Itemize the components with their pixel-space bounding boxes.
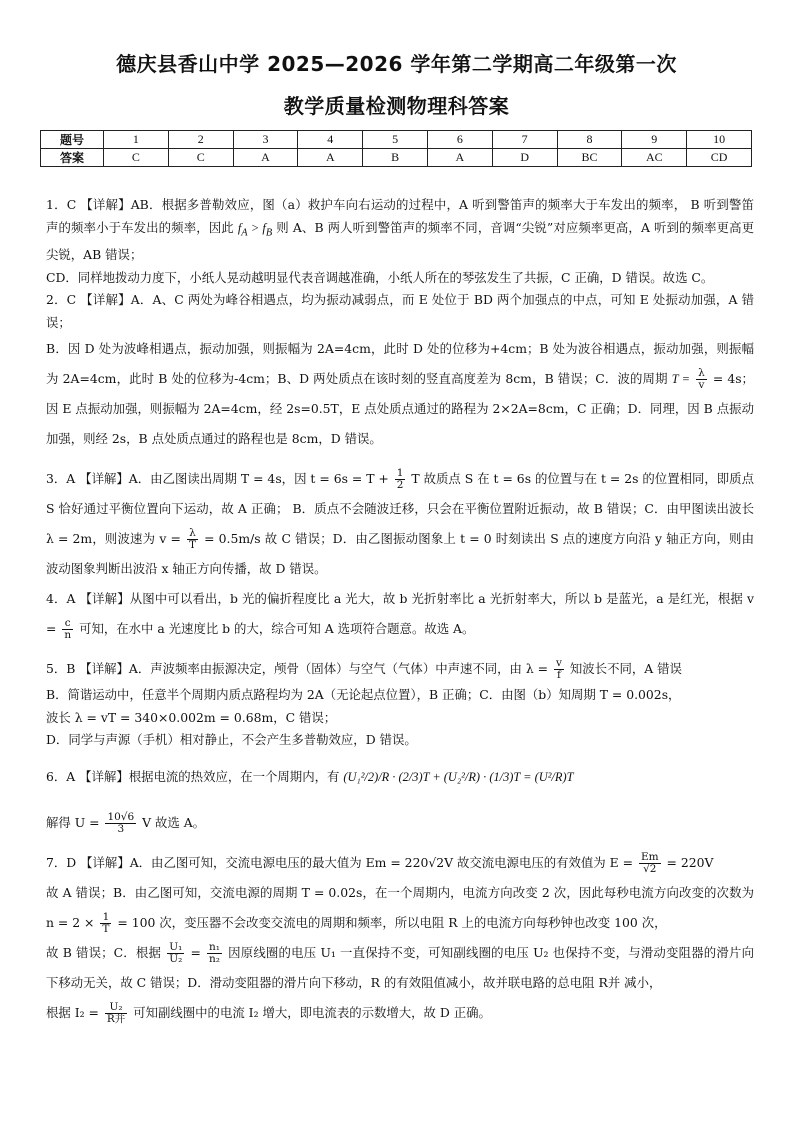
q6-equation: (U₁²/2)/R · (2/3)T + (U₂²/R) · (1/3)T = (U²/R)T	[343, 769, 574, 784]
q5-paragraph-4	[46, 729, 754, 752]
q7-text-8: 可知副线圈中的电流 I₂ 增大，即电流表的示数增大，故 D 正确。	[133, 1004, 491, 1020]
question-number: 3	[233, 131, 298, 149]
q5-frac-num: v	[556, 657, 562, 670]
q2-paragraph-2	[46, 334, 754, 454]
q1-text-3: 则 A、B 两人听到警笛声的频率不同，音调“尖锐”对应频率更高，A 听到的频率更高更尖锐，AB 错误；	[46, 219, 754, 263]
q5-text-1: 5．B 【详解】A．声波频率由振源决定，颅骨（固体）与空气（气体）中声速不同，由 λ =	[46, 661, 549, 677]
q7-u-den: U₂	[169, 952, 183, 965]
q7-paragraph-2	[46, 878, 754, 938]
q7-text-4: = 100 次，变压器不会改变交流电的周期和频率，所以电阻 R 上的电流方向每秒钟也改变 100 次，	[117, 914, 667, 930]
q6-frac-den: 3	[117, 822, 125, 835]
q7-paragraph	[46, 848, 754, 878]
explanations	[46, 194, 754, 1028]
q1-paragraph-2	[46, 267, 754, 290]
q7-text-7: 根据 I₂ =	[46, 1004, 99, 1020]
q4-text-1: 4．A 【详解】从图中可以看出，b 光的偏折程度比 a 光大，故 b 光折射率比 a 光折射率大，所以 b 是蓝光，a 是红光，根据 v =	[46, 591, 754, 637]
q2-fraction	[696, 368, 707, 391]
q4-frac-num: c	[62, 618, 73, 630]
question-number: 9	[622, 131, 687, 149]
q2-text-3: = 4s；因 E 点振动加强，则振幅为 2A=4cm，经 2s=0.5T，E 点处质点通过的路程为 2×2A=8cm，C 正确；D．同理，因 B 点振动加强，则经 2s，B 点处质点通过的路程也是 8cm，D 错误。	[46, 371, 754, 447]
question-number: 10	[687, 131, 752, 149]
answer-cell: C	[168, 149, 233, 167]
q5-text-4: 波长 λ = vT = 340×0.002m = 0.68m，C 错误；	[46, 709, 337, 725]
q2-text-2: B．因 D 处为波峰相遇点，振动加强，则振幅为 2A=4cm，此时 D 处的位移为+4cm；B 处为波谷相遇点，振动加强，则振幅为 2A=4cm，此时 B 处的位移为-4cm；B、D 两处质点在该时刻的竖直高度差为 8cm，B 错误；C．波的周期	[46, 341, 754, 387]
answer-cell: AC	[622, 149, 687, 167]
answer-cell: C	[104, 149, 169, 167]
question-number: 1	[104, 131, 169, 149]
q3-frac-den: 2	[396, 479, 404, 492]
q3-v-num: λ	[187, 528, 198, 540]
answer-table	[40, 130, 752, 167]
answer-cell: BC	[557, 149, 622, 167]
answer-cell: CD	[687, 149, 752, 167]
q5-paragraph-3	[46, 707, 754, 730]
q7-text-2: = 220V	[666, 854, 714, 870]
q6-text-1: 6．A 【详解】根据电流的热效应，在一个周期内，有	[46, 768, 340, 784]
q4-text-2: 可知，在水中 a 光速度比 b 的大，综合可知 A 选项符合题意。故选 A。	[79, 621, 475, 637]
answer-cell: A	[233, 149, 298, 167]
q1-inline-equation: $f_A > f_B$	[237, 220, 273, 238]
q3-fraction-half	[395, 468, 406, 491]
q3-text-1: 3．A 【详解】A．由乙图读出周期 T = 4s，因 t = 6s = T +	[46, 471, 389, 487]
question-number: 2	[168, 131, 233, 149]
q5-fraction	[554, 658, 564, 681]
q7-i-den: R并	[106, 1012, 126, 1025]
q7-text-5: 故 B 错误；C．根据	[46, 944, 162, 960]
q7-text-3: 故 A 错误；B．由乙图可知，交流电源的周期 T = 0.02s，在一个周期内，电流方向改变 2 次，因此每秒电流方向改变的次数为 n = 2 ×	[46, 884, 754, 930]
q7-eq-sign: =	[190, 944, 201, 960]
q3-paragraph	[46, 464, 754, 584]
q3-text-3: = 0.5m/s 故 C 错误；D．由乙图振动图象上 t = 0 时刻读出 S 点的速度方向沿 y 轴正方向，则由波动图象判断出波沿 x 轴正方向传播，故 D 错误。	[46, 531, 754, 577]
q7-paragraph-3	[46, 938, 754, 998]
q3-frac-num: 1	[396, 467, 404, 480]
question-number: 4	[298, 131, 363, 149]
q4-fraction	[62, 618, 73, 641]
title-line-1: 德庆县香山中学 2025—2026 学年第二学期高二年级第一次	[116, 52, 677, 76]
answer-cell: B	[363, 149, 428, 167]
q5-text-3: B．简谐运动中，任意半个周期内质点路程均为 2A（无论起点位置），B 正确；C．由图（b）知周期 T = 0.002s，	[46, 687, 681, 703]
q2-paragraph	[46, 289, 754, 334]
q7-i-num: U₂	[105, 1002, 127, 1014]
q7-paragraph-4	[46, 998, 754, 1028]
q5-paragraph	[46, 654, 754, 684]
q7-fraction-i	[105, 1002, 127, 1025]
q1-text-2: B 听到警笛声的频率小于车发出的频率，因此	[46, 197, 754, 235]
title-line-2: 教学质量检测物理科答案	[283, 94, 510, 118]
q4-paragraph	[46, 584, 754, 644]
q7-fraction-e	[639, 852, 661, 875]
q6-text-3: V 故选 A。	[142, 814, 206, 830]
question-number: 7	[492, 131, 557, 149]
q2-frac-den: v	[698, 379, 705, 392]
q7-fraction-n	[100, 912, 111, 935]
question-number: 8	[557, 131, 622, 149]
q2-frac-num: λ	[698, 367, 705, 380]
q1-text-4: CD．同样地拨动力度下，小纸人晃动越明显代表音调越准确，小纸人所在的琴弦发生了共振，C 正确，D 错误。故选 C。	[46, 269, 714, 285]
q7-n2: n₂	[208, 952, 220, 965]
answer-table-answer-row	[41, 149, 752, 167]
q5-frac-den: f	[557, 669, 561, 682]
question-number: 5	[363, 131, 428, 149]
q7-n-num: 1	[100, 912, 111, 924]
answer-cell: D	[492, 149, 557, 167]
q3-text-2: T 故质点 S 在 t = 6s 的位置与在 t = 2s 的位置相同，即质点 S 恰好通过平衡位置向下运动，故 A 正确； B．质点不会随波迁移，只会在平衡位置附近振动，故 B 错误；C．由甲图读出波长 λ = 2m，则波速为 v =	[46, 471, 754, 547]
q3-v-den: T	[189, 539, 197, 552]
q7-u-num: U₁	[169, 940, 183, 953]
answer-cell: A	[298, 149, 363, 167]
q6-paragraph	[46, 762, 754, 792]
q7-fraction-u	[167, 942, 184, 965]
q6-fraction	[105, 812, 136, 835]
q1-eq-symbol: f	[237, 220, 242, 235]
question-number: 6	[427, 131, 492, 149]
answer-table-number-row	[41, 131, 752, 149]
q6-paragraph-2	[46, 808, 754, 838]
q2-eq-lhs: T =	[671, 372, 690, 387]
q7-n-den: T	[102, 922, 110, 935]
q4-frac-den: n	[64, 629, 72, 642]
q7-text-6: 因原线圈的电压 U₁ 一直保持不变，可知副线圈的电压 U₂ 也保持不变，与滑动变阻器的滑片向下移动无关，故 C 错误；D．滑动变阻器的滑片向下移动，R 的有效阻值减小，故并联电路的总电阻 R并 减小，	[46, 944, 754, 990]
q3-fraction-speed	[187, 528, 198, 551]
q7-fraction-turns	[207, 942, 222, 965]
row-label-number: 题号	[41, 131, 104, 149]
q6-text-2: 解得 U =	[46, 814, 100, 830]
q5-text-2: 知波长不同，A 错误	[569, 661, 682, 677]
q5-text-5: D．同学与声源（手机）相对静止，不会产生多普勒效应，D 错误。	[46, 732, 417, 748]
q7-e-num: Em	[640, 850, 659, 863]
row-label-answer: 答案	[41, 149, 104, 167]
q7-text-1: 7．D 【详解】A．由乙图可知，交流电源电压的最大值为 Em = 220√2V 故交流电源电压的有效值为 E =	[46, 854, 633, 870]
q2-text-1: 2．C 【详解】A．A、C 两处为峰谷相遇点，均为振动减弱点，而 E 处位于 BD 两个加强点的中点，可知 E 处振动加强，A 错误；	[46, 292, 754, 330]
q6-frac-num: 10√6	[107, 810, 135, 823]
answer-cell: A	[427, 149, 492, 167]
q7-n1: n₁	[208, 940, 220, 953]
q7-e-den: √2	[643, 862, 657, 875]
q5-paragraph-2	[46, 684, 754, 707]
q1-text-1: 1．C 【详解】AB．根据多普勒效应，图（a）救护车向右运动的过程中，A 听到警笛声的频率大于车发出的频率，	[46, 197, 687, 212]
q1-paragraph	[46, 194, 754, 267]
